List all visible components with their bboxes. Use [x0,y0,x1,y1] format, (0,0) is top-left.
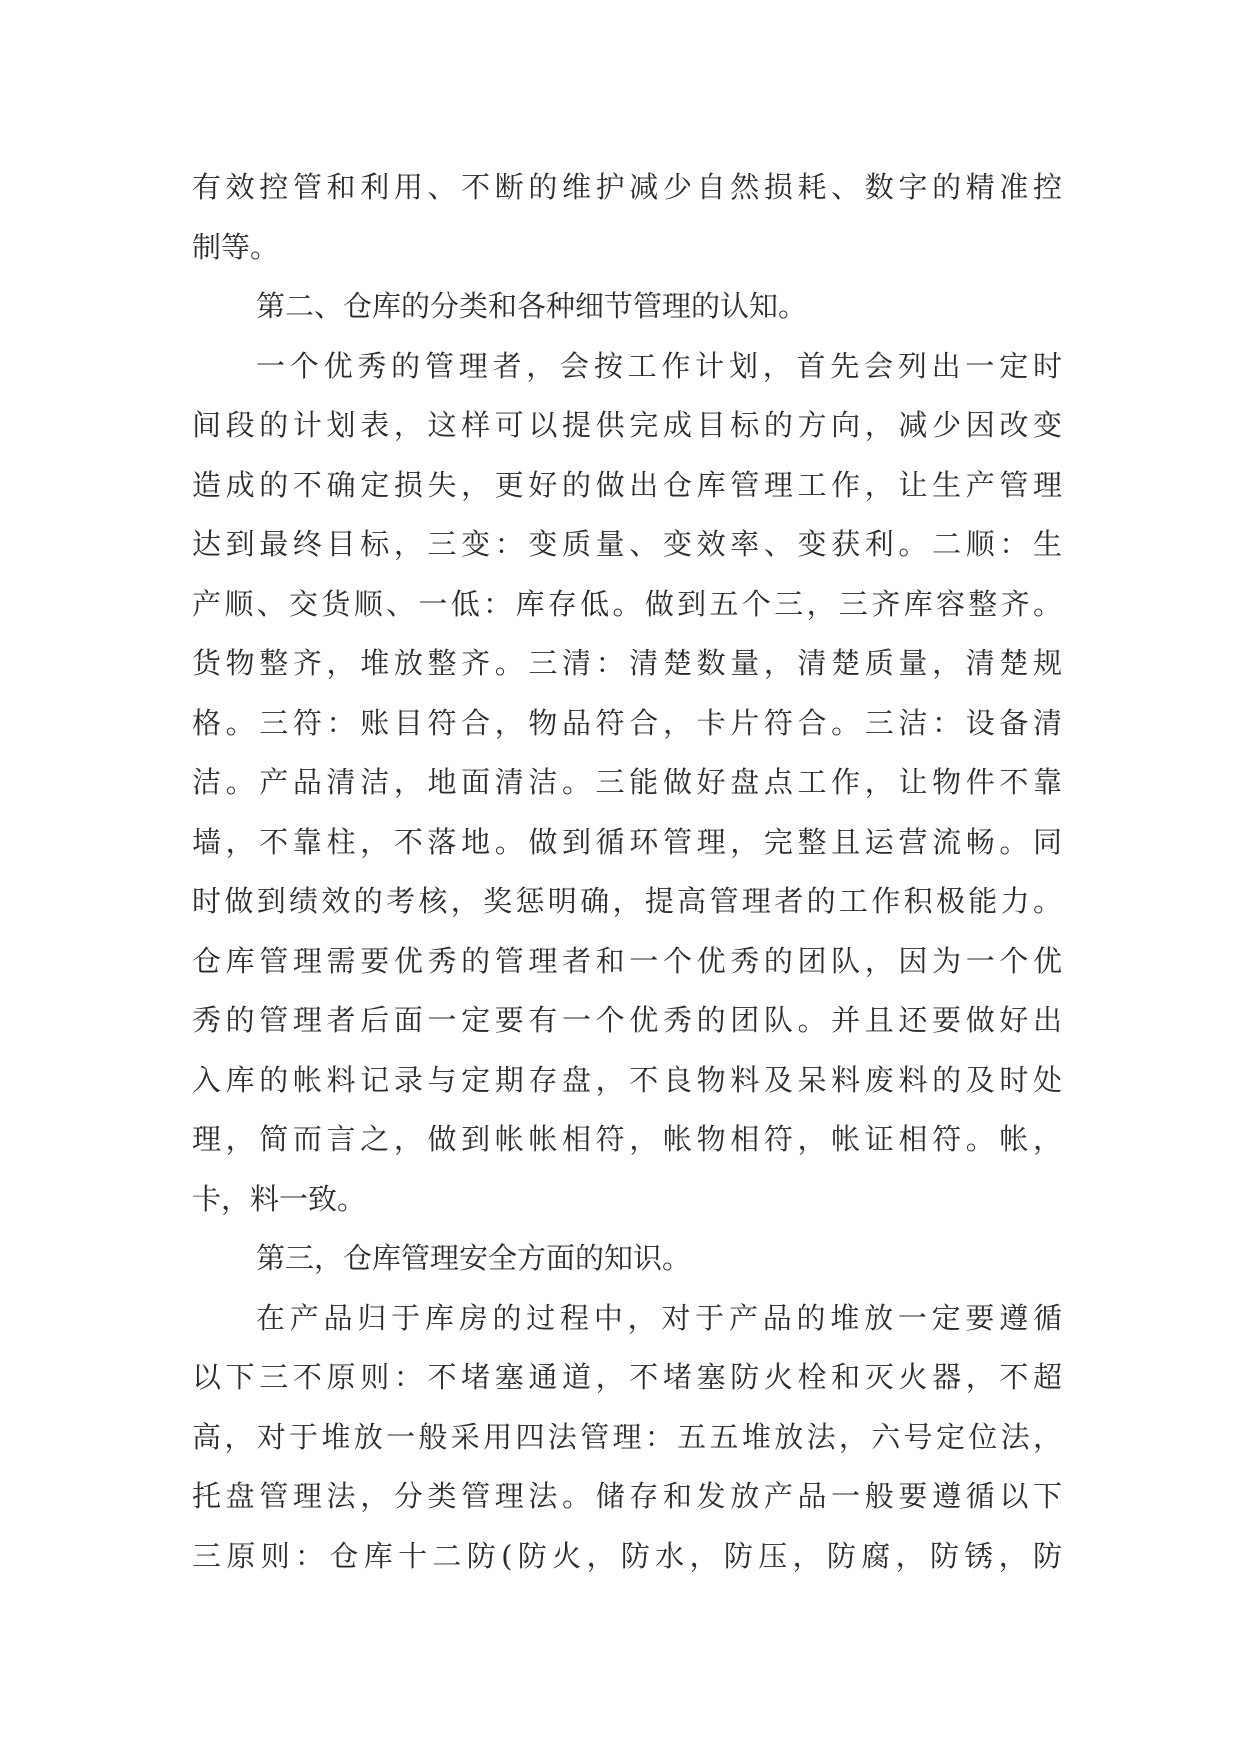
text-line: 货物整齐，堆放整齐。三清：清楚数量，清楚质量，清楚规 [192,646,1062,680]
text-line: 理，简而言之，做到帐帐相符，帐物相符，帐证相符。帐， [192,1122,1062,1156]
body-text [192,158,1062,1586]
text-line: 托盘管理法，分类管理法。储存和发放产品一般要遵循以下 [192,1479,1062,1513]
text-line: 格。三符：账目符合，物品符合，卡片符合。三洁：设备清 [192,705,1062,740]
text-line: 间段的计划表，这样可以提供完成目标的方向，减少因改变 [192,408,1062,442]
text-line: 高，对于堆放一般采用四法管理：五五堆放法，六号定位法， [192,1419,1062,1454]
text-line: 墙，不靠柱，不落地。做到循环管理，完整且运营流畅。同 [192,824,1062,859]
text-line: 第三，仓库管理安全方面的知识。 [256,1241,692,1275]
text-line: 产顺、交货顺、一低：库存低。做到五个三，三齐库容整齐。 [192,586,1062,621]
text-line: 一个优秀的管理者，会按工作计划，首先会列出一定时 [256,348,1062,383]
text-line: 入库的帐料记录与定期存盘，不良物料及呆料废料的及时处 [192,1062,1062,1097]
text-line: 造成的不确定损失，更好的做出仓库管理工作，让生产管理 [192,467,1062,502]
text-line: 卡，料一致。 [192,1181,367,1216]
text-line: 在产品归于库房的过程中，对于产品的堆放一定要遵循 [256,1300,1062,1335]
text-line: 第二、仓库的分类和各种细节管理的认知。 [256,289,808,323]
text-line: 以下三不原则：不堵塞通道，不堵塞防火栓和灭火器，不超 [192,1360,1062,1394]
text-line: 仓库管理需要优秀的管理者和一个优秀的团队，因为一个优 [192,943,1062,978]
text-line: 秀的管理者后面一定要有一个优秀的团队。并且还要做好出 [192,1003,1062,1037]
text-line: 洁。产品清洁，地面清洁。三能做好盘点工作，让物件不靠 [192,765,1062,799]
text-line: 有效控管和利用、不断的维护减少自然损耗、数字的精准控 [192,170,1062,204]
text-line: 制等。 [192,229,280,264]
text-line: 时做到绩效的考核，奖惩明确，提高管理者的工作积极能力。 [192,884,1062,918]
text-line: 达到最终目标，三变：变质量、变效率、变获利。二顺：生 [192,527,1062,561]
text-line: 三原则：仓库十二防(防火，防水，防压，防腐，防锈，防 [192,1538,1062,1573]
